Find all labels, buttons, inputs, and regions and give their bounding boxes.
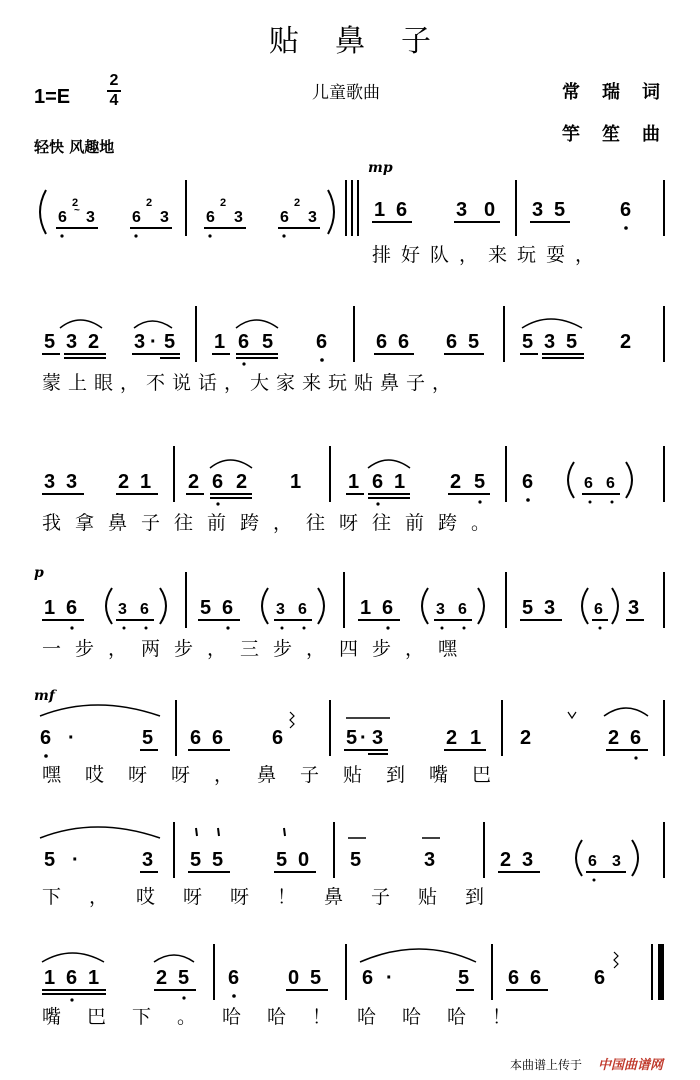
svg-text:·: ·: [72, 849, 79, 871]
svg-text:3: 3: [66, 331, 78, 353]
svg-text:6: 6: [212, 471, 224, 493]
svg-text:6: 6: [132, 209, 141, 226]
svg-text:1: 1: [290, 471, 302, 493]
svg-text:2: 2: [446, 727, 458, 749]
svg-text:6: 6: [530, 967, 542, 989]
svg-text:5: 5: [350, 849, 362, 871]
lyric-line-3: 我拿鼻子往前跨，往呀往前跨。: [42, 512, 505, 534]
lyric-line-7: 嘴巴下。哈哈！哈哈哈！: [42, 1006, 538, 1028]
svg-text:3: 3: [532, 199, 544, 221]
svg-text:·: ·: [68, 727, 75, 749]
svg-text:5: 5: [346, 727, 358, 749]
svg-text:6: 6: [594, 601, 603, 618]
svg-text:1: 1: [374, 199, 386, 221]
svg-text:3: 3: [612, 853, 621, 870]
dynamic-mp: mp: [368, 160, 393, 176]
svg-text:3: 3: [234, 209, 243, 226]
breath-mark-icon: [568, 712, 576, 718]
svg-text:6: 6: [298, 601, 307, 618]
lyric-line-2: 蒙上眼，不说话，大家来玩贴鼻子，: [42, 372, 459, 394]
svg-text:1: 1: [88, 967, 100, 989]
svg-text:6: 6: [382, 597, 394, 619]
lyric-line-5: 嘿哎呀呀，鼻子贴到嘴巴: [42, 764, 516, 786]
svg-text:2: 2: [220, 197, 227, 209]
svg-text:6: 6: [238, 331, 250, 353]
svg-text:1: 1: [394, 471, 406, 493]
glissando-icon: [290, 712, 294, 728]
svg-text:6: 6: [40, 727, 52, 749]
svg-text:6: 6: [630, 727, 642, 749]
lyric-line-4: 一步，两步，三步，四步，嘿: [42, 638, 472, 660]
svg-text:5: 5: [468, 331, 480, 353]
svg-text:·: ·: [150, 331, 157, 353]
svg-text:5: 5: [310, 967, 322, 989]
svg-text:3: 3: [66, 471, 78, 493]
svg-text:6: 6: [140, 601, 149, 618]
score-system-1: [40, 180, 664, 238]
svg-text:5: 5: [178, 967, 190, 989]
svg-text:~: ~: [74, 205, 80, 216]
site-logo[interactable]: 中国曲谱网: [598, 1058, 664, 1073]
svg-text:1: 1: [140, 471, 152, 493]
svg-text:5: 5: [522, 331, 534, 353]
dynamic-mf: mf: [34, 688, 55, 704]
svg-text:6: 6: [508, 967, 520, 989]
svg-text:6: 6: [316, 331, 328, 353]
svg-text:5: 5: [164, 331, 176, 353]
svg-text:6: 6: [272, 727, 284, 749]
svg-text:5: 5: [212, 849, 224, 871]
meter-denominator: 4: [109, 92, 119, 109]
svg-text:5: 5: [474, 471, 486, 493]
svg-text:6: 6: [458, 601, 467, 618]
svg-text:6: 6: [594, 967, 606, 989]
svg-text:5: 5: [522, 597, 534, 619]
score-system-2: [42, 306, 664, 366]
svg-text:2: 2: [88, 331, 100, 353]
svg-text:6: 6: [222, 597, 234, 619]
svg-text:2: 2: [450, 471, 462, 493]
svg-text:3: 3: [544, 331, 556, 353]
svg-text:2: 2: [620, 331, 632, 353]
svg-text:5: 5: [44, 849, 56, 871]
svg-text:6: 6: [58, 209, 67, 226]
svg-text:6: 6: [584, 475, 593, 492]
score-system-3: [42, 446, 664, 506]
tempo-marking: 轻快 风趣地: [34, 138, 115, 156]
svg-text:5: 5: [566, 331, 578, 353]
svg-text:3: 3: [118, 601, 127, 618]
key-signature: 1=E: [34, 86, 71, 108]
svg-text:6: 6: [190, 727, 202, 749]
svg-text:·: ·: [386, 967, 393, 989]
song-title: 贴鼻子: [269, 24, 467, 59]
composer-credit: 竽笙曲: [562, 124, 682, 145]
lyric-line-6: 下，哎呀呀！鼻子贴到: [42, 886, 513, 908]
svg-text:5: 5: [554, 199, 566, 221]
svg-text:1: 1: [214, 331, 226, 353]
svg-text:·: ·: [360, 727, 367, 749]
svg-text:5: 5: [142, 727, 154, 749]
svg-text:2: 2: [72, 197, 79, 209]
svg-text:1: 1: [470, 727, 482, 749]
svg-text:0: 0: [298, 849, 310, 871]
svg-text:3: 3: [436, 601, 445, 618]
svg-text:6: 6: [228, 967, 240, 989]
svg-text:6: 6: [280, 209, 289, 226]
meter-numerator: 2: [109, 72, 119, 89]
svg-text:6: 6: [398, 331, 410, 353]
svg-text:6: 6: [396, 199, 408, 221]
svg-text:6: 6: [66, 967, 78, 989]
score-system-4: [42, 572, 664, 630]
svg-text:3: 3: [372, 727, 384, 749]
score-system-6: [40, 822, 664, 882]
svg-text:6: 6: [522, 471, 534, 493]
svg-text:6: 6: [66, 597, 78, 619]
svg-text:1: 1: [348, 471, 360, 493]
svg-text:3: 3: [160, 209, 169, 226]
score-system-7: [42, 944, 664, 1002]
svg-text:3: 3: [308, 209, 317, 226]
svg-text:2: 2: [236, 471, 248, 493]
svg-text:6: 6: [606, 475, 615, 492]
svg-text:3: 3: [456, 199, 468, 221]
svg-text:2: 2: [520, 727, 532, 749]
svg-text:1: 1: [360, 597, 372, 619]
svg-text:3: 3: [134, 331, 146, 353]
svg-text:3: 3: [628, 597, 640, 619]
svg-text:3: 3: [44, 471, 56, 493]
svg-text:2: 2: [146, 197, 153, 209]
svg-text:1: 1: [44, 597, 56, 619]
svg-text:6: 6: [372, 471, 384, 493]
footer-upload-note: 本曲谱上传于: [510, 1058, 583, 1072]
svg-text:0: 0: [484, 199, 496, 221]
svg-text:5: 5: [200, 597, 212, 619]
svg-text:2: 2: [500, 849, 512, 871]
svg-text:3: 3: [142, 849, 154, 871]
svg-text:5: 5: [458, 967, 470, 989]
svg-text:3: 3: [424, 849, 436, 871]
score-system-5: [40, 700, 664, 760]
svg-text:6: 6: [376, 331, 388, 353]
svg-text:3: 3: [276, 601, 285, 618]
song-genre: 儿童歌曲: [312, 83, 380, 103]
svg-text:5: 5: [44, 331, 56, 353]
svg-text:2: 2: [608, 727, 620, 749]
svg-text:5: 5: [190, 849, 202, 871]
dynamic-p: p: [34, 565, 44, 581]
svg-text:3: 3: [86, 209, 95, 226]
svg-text:6: 6: [588, 853, 597, 870]
svg-text:2: 2: [294, 197, 301, 209]
svg-text:6: 6: [212, 727, 224, 749]
svg-text:6: 6: [620, 199, 632, 221]
svg-text:6: 6: [206, 209, 215, 226]
svg-text:6: 6: [446, 331, 458, 353]
lyricist-credit: 常瑞词: [562, 82, 682, 103]
svg-text:5: 5: [262, 331, 274, 353]
svg-text:2: 2: [188, 471, 200, 493]
svg-text:3: 3: [522, 849, 534, 871]
svg-text:1: 1: [44, 967, 56, 989]
svg-text:6: 6: [362, 967, 374, 989]
svg-text:2: 2: [118, 471, 130, 493]
svg-text:0: 0: [288, 967, 300, 989]
svg-text:3: 3: [544, 597, 556, 619]
svg-text:2: 2: [156, 967, 168, 989]
lyric-line-1: 排好队，来玩耍，: [372, 244, 605, 266]
svg-text:5: 5: [276, 849, 288, 871]
